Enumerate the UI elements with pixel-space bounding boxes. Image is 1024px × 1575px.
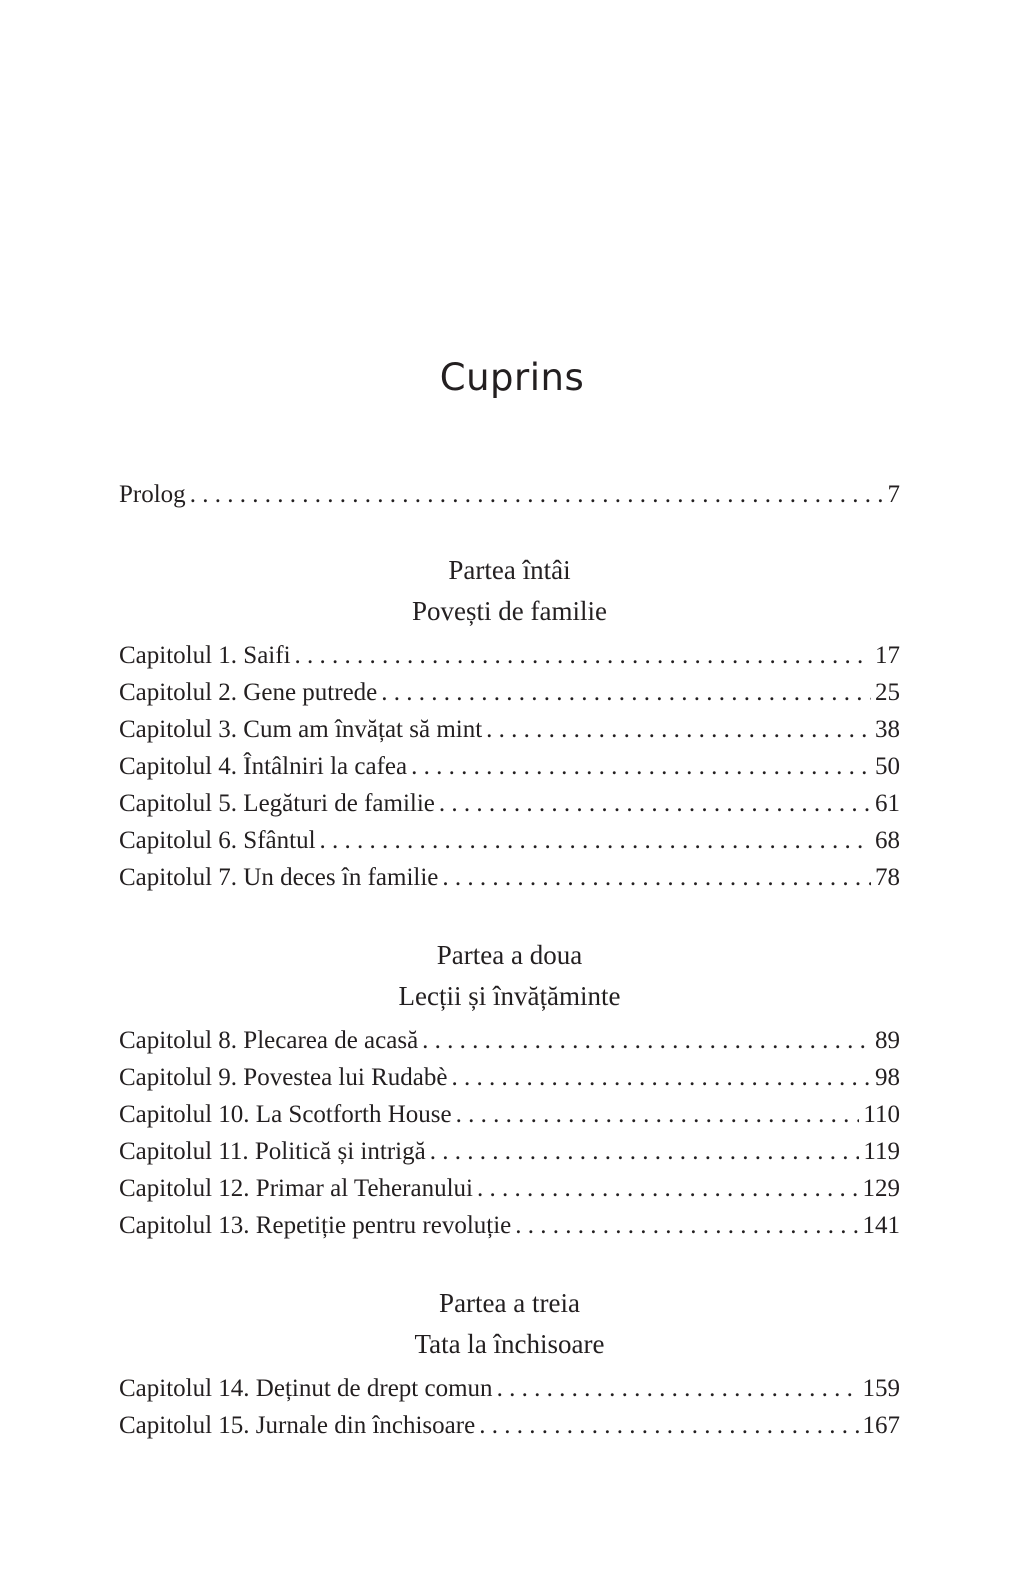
toc-entry-label: Capitolul 6. Sfântul	[119, 827, 316, 854]
toc-entry-label: Capitolul 14. Deținut de drept comun	[119, 1375, 493, 1402]
toc-entry-page: 7	[887, 481, 900, 508]
toc-entry	[119, 1407, 900, 1444]
dot-leader	[190, 476, 884, 513]
toc-entry	[119, 748, 900, 785]
toc-entry-label: Capitolul 7. Un deces în familie	[119, 864, 439, 891]
dot-leader	[479, 1407, 858, 1444]
dot-leader	[411, 748, 871, 785]
part-subheading: Tata la închisoare	[414, 1329, 605, 1359]
toc-entry-label: Prolog	[119, 481, 186, 508]
toc-entry-label: Capitolul 1. Saifi	[119, 642, 291, 669]
toc-entry-page: 110	[863, 1101, 900, 1128]
toc-entry-page: 159	[862, 1375, 900, 1402]
toc-entry-label: Capitolul 5. Legături de familie	[119, 790, 435, 817]
dot-leader	[451, 1059, 871, 1096]
toc-entry	[119, 822, 900, 859]
toc-entry-page: 78	[875, 864, 900, 891]
toc-entry-label: Capitolul 4. Întâlniri la cafea	[119, 753, 408, 780]
toc-entry-page: 61	[875, 790, 900, 817]
toc-entry	[119, 637, 900, 674]
toc-entry	[119, 1022, 900, 1059]
dot-leader	[320, 822, 871, 859]
toc-entry-page: 17	[875, 642, 900, 669]
toc-entry	[119, 1207, 900, 1244]
dot-leader	[477, 1170, 859, 1207]
part-heading: Partea întâi	[448, 555, 571, 585]
toc-entry-page: 129	[862, 1175, 900, 1202]
toc-entry-label: Capitolul 11. Politică și intrigă	[119, 1138, 426, 1165]
toc-entry-label: Capitolul 3. Cum am învățat să mint	[119, 716, 483, 743]
toc-entry-page: 38	[875, 716, 900, 743]
page-title: Cuprins	[439, 356, 585, 399]
toc-entry-label: Capitolul 9. Povestea lui Rudabè	[119, 1064, 448, 1091]
toc-entry-page: 119	[863, 1138, 900, 1165]
dot-leader	[497, 1370, 859, 1407]
toc-entry	[119, 711, 900, 748]
toc-entry-page: 98	[875, 1064, 900, 1091]
toc-entry	[119, 1059, 900, 1096]
toc-entry-label: Capitolul 2. Gene putrede	[119, 679, 378, 706]
part-heading: Partea a treia	[439, 1288, 580, 1318]
dot-leader	[442, 859, 871, 896]
toc-entry	[119, 1133, 900, 1170]
toc-entry-label: Capitolul 12. Primar al Teheranului	[119, 1175, 473, 1202]
toc-entry	[119, 1170, 900, 1207]
dot-leader	[422, 1022, 871, 1059]
toc-entry-label: Capitolul 13. Repetiție pentru revoluție	[119, 1212, 512, 1239]
dot-leader	[430, 1133, 860, 1170]
toc-entry	[119, 674, 900, 711]
toc-entry-page: 68	[875, 827, 900, 854]
dot-leader	[486, 711, 871, 748]
dot-leader	[456, 1096, 860, 1133]
toc-entry	[119, 1096, 900, 1133]
toc-entry-page: 50	[875, 753, 900, 780]
toc-entry-page: 25	[875, 679, 900, 706]
toc-entry-prolog	[119, 476, 900, 513]
toc-entry-page: 141	[862, 1212, 900, 1239]
toc-entry	[119, 785, 900, 822]
toc-entry	[119, 859, 900, 896]
toc-entry-label: Capitolul 15. Jurnale din închisoare	[119, 1412, 476, 1439]
toc-entry-page: 89	[875, 1027, 900, 1054]
dot-leader	[439, 785, 871, 822]
dot-leader	[295, 637, 871, 674]
part-heading: Partea a doua	[436, 940, 583, 970]
toc-entry-label: Capitolul 10. La Scotforth House	[119, 1101, 452, 1128]
part-subheading: Povești de familie	[412, 596, 607, 626]
dot-leader	[381, 674, 871, 711]
dot-leader	[515, 1207, 858, 1244]
toc-entry	[119, 1370, 900, 1407]
toc-entry-page: 167	[862, 1412, 900, 1439]
part-subheading: Lecții și învățăminte	[398, 981, 621, 1011]
toc-entry-label: Capitolul 8. Plecarea de acasă	[119, 1027, 419, 1054]
